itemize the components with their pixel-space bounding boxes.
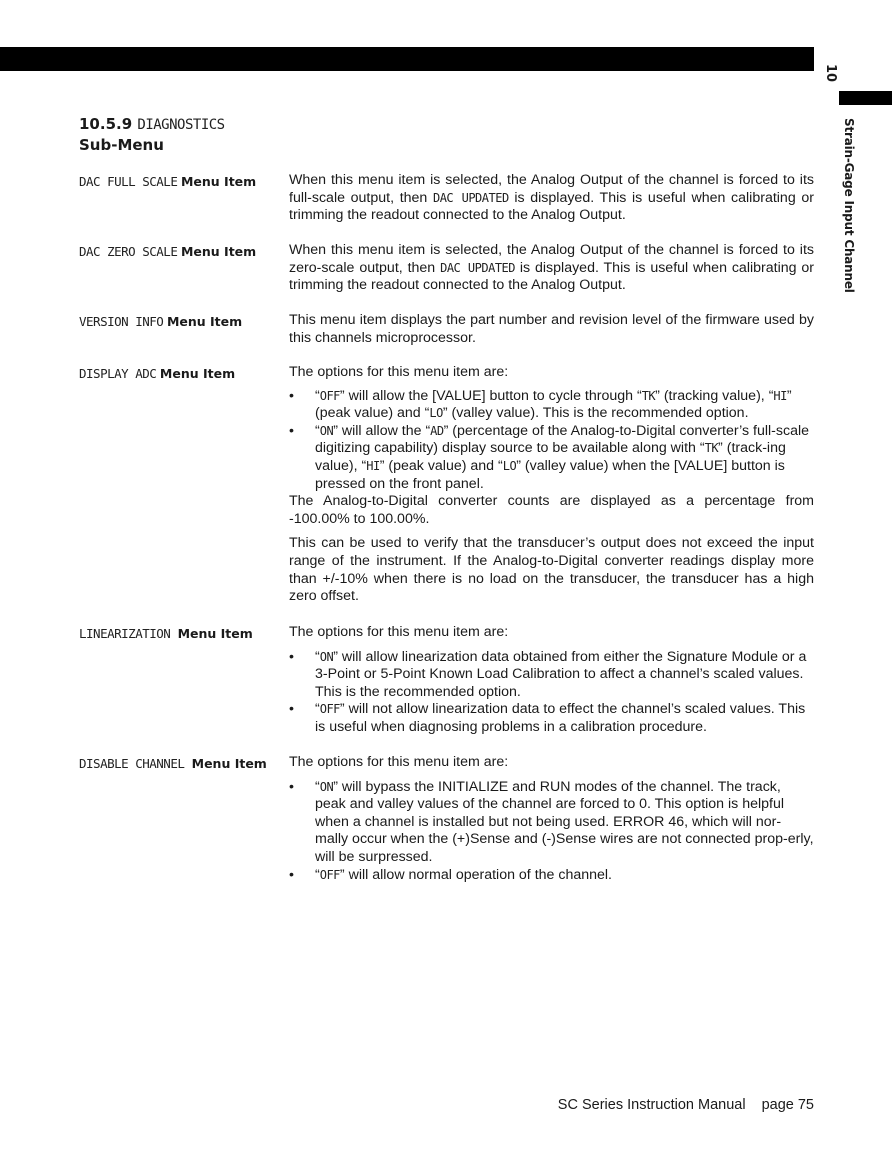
header-bar bbox=[0, 47, 814, 71]
list-item: • “OFF” will allow normal operation of the channel. bbox=[289, 867, 814, 885]
section-name: DIAGNOSTICS bbox=[137, 117, 225, 133]
section-heading bbox=[79, 114, 225, 155]
options-intro: The options for this menu item are: bbox=[289, 364, 509, 380]
list-item: • “OFF” will not allow linearization data to effect the channel’s scaled values. This is useful when diagnosing problems in a calibration procedure. bbox=[289, 701, 814, 736]
menu-item-label-disable-channel: DISABLE CHANNEL Menu Item bbox=[79, 756, 267, 771]
menu-item-label-linearization: LINEARIZATION Menu Item bbox=[79, 626, 253, 641]
menu-item-desc-version-info: This menu item displays the part number and revision level of the firmware used by this channels microprocessor. bbox=[289, 312, 814, 346]
list-item: • “ON” will bypass the INITIALIZE and RUN modes of the channel. The track, peak and valley values of the channel are forced to 0. This option is helpful when a channel is installed but not being used. ERROR 46, which will nor-mally occur when the (+)Sense and (-)Sense wires are not connected prop-erly, will be surpressed. bbox=[289, 779, 814, 867]
paragraph: The Analog-to-Digital converter counts are displayed as a percentage from -100.00% to 100.00%. bbox=[289, 493, 814, 527]
list-item: • “ON” will allow the “AD” (percentage of the Analog-to-Digital converter’s full-scale digitizing capability) display source to be available along with “TK” (track-ing value), “HI” (peak value) and “LO” (valley value) when the [VALUE] button is pressed on the front panel. bbox=[289, 423, 814, 493]
options-intro: The options for this menu item are: bbox=[289, 624, 509, 640]
chapter-number: 10 bbox=[823, 64, 838, 83]
menu-item-label-dac-zero-scale: DAC ZERO SCALE Menu Item bbox=[79, 244, 257, 259]
list-item: • “ON” will allow linearization data obtained from either the Signature Module or a 3-Point or 5-Point Known Load Calibration to affect a channel’s scaled values. This is the recommended option. bbox=[289, 649, 814, 702]
menu-item-desc-linearization bbox=[289, 624, 814, 737]
options-intro: The options for this menu item are: bbox=[289, 754, 509, 770]
section-subtitle: Sub-Menu bbox=[79, 136, 164, 154]
menu-item-desc-dac-full-scale: When this menu item is selected, the Analog Output of the channel is forced to its full-scale output, then DAC UPDATED is displayed. This is useful when calibrating or trimming the readout connected to the Analog Output. bbox=[289, 172, 814, 224]
list-item: • “OFF” will allow the [VALUE] button to cycle through “TK” (tracking value), “HI” (peak value) and “LO” (valley value). This is the recommended option. bbox=[289, 388, 814, 423]
menu-item-label-version-info: VERSION INFO Menu Item bbox=[79, 314, 243, 329]
paragraph: This can be used to verify that the transducer’s output does not exceed the input range of the instrument. If the Analog-to-Digital converter readings display more than +/-10% when there is no load on the transducer, the transducer has a high zero offset. bbox=[289, 535, 814, 605]
chapter-tab-marker bbox=[839, 91, 892, 105]
menu-item-label-display-adc: DISPLAY ADC Menu Item bbox=[79, 366, 236, 381]
menu-item-desc-display-adc bbox=[289, 364, 814, 606]
page-number: page 75 bbox=[761, 1097, 814, 1113]
page-footer bbox=[558, 1097, 814, 1113]
menu-item-desc-dac-zero-scale: When this menu item is selected, the Analog Output of the channel is forced to its zero-scale output, then DAC UPDATED is displayed. This is useful when calibrating or trimming the readout connected to the Analog Output. bbox=[289, 242, 814, 294]
menu-item-label-dac-full-scale: DAC FULL SCALE Menu Item bbox=[79, 174, 257, 189]
section-number: 10.5.9 bbox=[79, 115, 133, 133]
chapter-title: Strain-Gage Input Channel bbox=[842, 118, 856, 293]
menu-item-desc-disable-channel bbox=[289, 754, 814, 884]
options-list bbox=[289, 779, 814, 885]
options-list bbox=[289, 649, 814, 737]
options-list bbox=[289, 388, 814, 494]
manual-title: SC Series Instruction Manual bbox=[557, 1097, 746, 1113]
